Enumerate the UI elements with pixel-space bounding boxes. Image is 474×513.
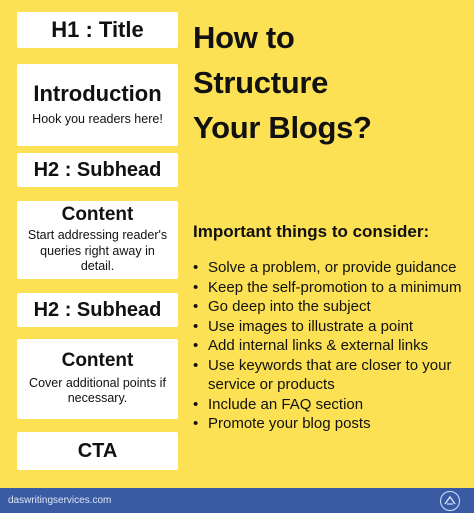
considerations-list — [191, 258, 466, 434]
card-description: Cover additional points if necessary. — [29, 375, 166, 406]
list-item-text: Include an FAQ section — [208, 395, 364, 413]
card-label: H1 : Title — [51, 16, 144, 42]
list-item — [191, 278, 466, 298]
page-title — [193, 15, 463, 150]
list-item — [191, 395, 466, 415]
card-h2-subhead — [17, 293, 178, 327]
bullet-icon: • — [193, 259, 199, 276]
title-line: Structure — [193, 65, 329, 100]
card-label: Content — [61, 349, 134, 371]
footer-website-link[interactable]: daswritingservices.com — [8, 495, 112, 506]
list-item — [191, 317, 466, 337]
list-item-text: Add internal links & external links — [208, 337, 429, 354]
card-content — [17, 201, 178, 279]
bullet-icon: • — [193, 278, 199, 296]
bullet-icon: • — [193, 395, 199, 413]
considerations-heading: Important things to consider: — [193, 222, 430, 241]
list-item-text: Use keywords that are closer to your service or products — [208, 356, 452, 393]
list-item-text: Solve a problem, or provide guidance — [208, 259, 457, 276]
bullet-icon: • — [193, 356, 199, 374]
card-label: H2 : Subhead — [33, 159, 162, 181]
card-description: Start addressing reader's queries right away in detail. — [27, 228, 168, 274]
list-item-text: Use images to illustrate a point — [208, 317, 414, 335]
card-h1-title — [17, 12, 178, 48]
card-description: Hook you readers here! — [32, 112, 163, 127]
title-line: Your Blogs? — [193, 110, 372, 145]
list-item — [191, 356, 466, 395]
card-h2-subhead — [17, 153, 178, 187]
list-item-text: Keep the self-promotion to a minimum — [208, 278, 462, 296]
list-item-text: Go deep into the subject — [208, 298, 371, 315]
card-label: H2 : Subhead — [33, 299, 162, 321]
title-line: How to — [193, 20, 295, 55]
das-logo-icon — [440, 491, 460, 511]
bullet-icon: • — [193, 337, 199, 354]
card-cta — [17, 432, 178, 470]
list-item — [191, 258, 466, 278]
card-label: Introduction — [33, 81, 162, 107]
card-content — [17, 339, 178, 419]
bullet-icon: • — [193, 298, 199, 315]
card-label: Content — [61, 204, 134, 226]
list-item — [191, 336, 466, 356]
bullet-icon: • — [193, 317, 199, 335]
list-item — [191, 297, 466, 317]
list-item-text: Promote your blog posts — [208, 415, 371, 432]
footer-bar — [0, 488, 474, 513]
card-introduction — [17, 64, 178, 146]
bullet-icon: • — [193, 415, 199, 432]
list-item — [191, 414, 466, 434]
card-label: CTA — [77, 440, 118, 462]
